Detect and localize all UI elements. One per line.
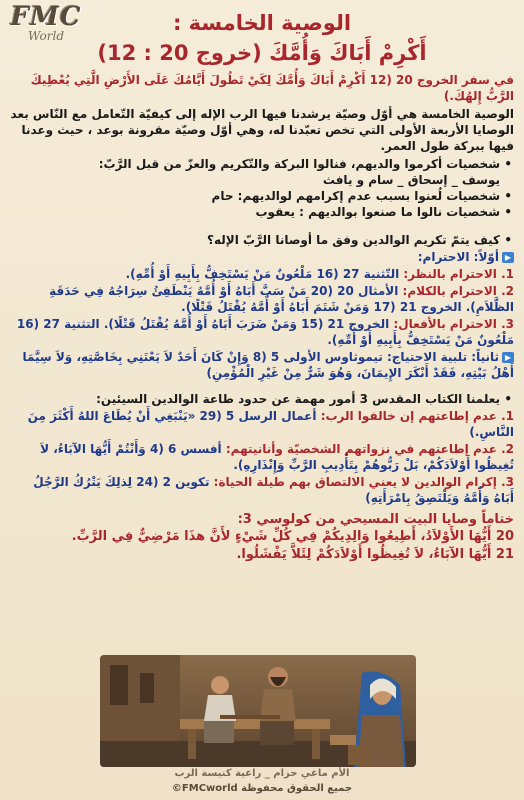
first-heading — [10, 249, 514, 265]
characters-list — [10, 156, 514, 220]
first-heading-text: أوّلاً: الاحترام: — [417, 250, 499, 264]
carpentry-family-illustration — [100, 655, 416, 767]
play-square-icon: ▶ — [502, 252, 514, 263]
respect-item-1 — [10, 266, 514, 282]
item-label: 1. الاحترام بالنظر: — [403, 267, 514, 281]
item-label: 1. عدم إطاعتهم إن خالفوا الرب: — [320, 409, 514, 423]
respect-item-2 — [10, 283, 514, 315]
fmc-world-logo — [6, 4, 86, 46]
page-subtitle: أَكْرِمْ أَبَاكَ وَأُمَّكَ (خروج 20 : 12) — [97, 41, 427, 65]
copyright-notice: جميع الحقوق محفوظة FMCworld© — [171, 783, 353, 794]
item-label: 2. الاحترام بالكلام: — [402, 284, 514, 298]
respect-item-3 — [10, 316, 514, 348]
play-square-icon: ▶ — [502, 352, 514, 363]
intro-verse: في سفر الخروج 20 (12 أَكْرِمْ أَبَاكَ وَأُمَّكَ لِكَيْ تَطُولَ أَيَّامُكَ عَلَى الأَرْضِ الَّتِي يُعْطِيكَ الرَّبُّ إِلهُكَ.) — [30, 73, 514, 103]
item-verse: الأمثال 20 (20 مَنْ سَبَّ أَبَاهُ أَوْ أُمَّهُ يَنْطَفِئُ سِرَاجُهُ فِي حَدَقَةِ الظَّلاَمِ). الخروج 21 (17 وَمَنْ شَتَمَ أَبَاهُ أَوْ أُمَّهُ يُقْتَلُ قَتْلًا). — [49, 284, 514, 314]
question-list — [10, 232, 514, 248]
item-label: 3. إكرام الوالدين لا يعني الالتصاق بهم طيلة الحياة: — [213, 475, 514, 489]
limit-item-1 — [10, 408, 514, 440]
logo-main: FMC — [10, 2, 82, 32]
closing-verse-20: 20 أَيُّهَا الأَوْلاَدُ، أَطِيعُوا وَالِدِيكُمْ فِي كُلِّ شَيْءٍ لأَنَّ هذَا مَرْضِيٌّ فِي الرَّبِّ. — [71, 529, 514, 544]
item-verse: التّثنية 27 (16 مَلْعُونٌ مَنْ يَسْتَخِفُّ بِأَبِيهِ أَوْ أُمِّهِ). — [125, 267, 400, 281]
item-label: 3. الاحترام بالأفعال: — [393, 317, 514, 331]
list-item-names: يوسف _ إسحاق _ سام و يافث — [322, 173, 500, 187]
limit-item-2 — [10, 441, 514, 473]
page-title: الوصية الخامسة : — [172, 11, 352, 35]
closing-verse-21: 21 أَيُّهَا الآبَاءُ، لاَ تُغِيظُوا أَوْلاَدَكُمْ لِئَلاَّ يَفْشَلُوا. — [236, 547, 514, 562]
limits-intro: • يعلمنا الكتاب المقدس 3 أمور مهمة عن حدود طاعة الوالدين السيئين: — [10, 391, 500, 407]
list-item: • شخصيات نالوا ما صنعوا بوالديهم : يعقوب — [10, 204, 500, 220]
limit-item-3 — [10, 474, 514, 506]
closing-heading: ختاماً وصايا البيت المسيحي من كولوسي 3: — [237, 512, 514, 527]
item-verse: الخروج 21 (15 وَمَنْ ضَرَبَ أَبَاهُ أَوْ أُمَّهُ يُقْتَلُ قَتْلًا). التثنية 27 (16 مَلْعُونٌ مَنْ يَسْتَخِفُّ بِأَبِيهِ أَوْ أُمِّهِ). — [16, 317, 514, 347]
item-label: 2. عدم إطاعتهم في نزواتهم الشخصيّة وأنانيتهم: — [225, 442, 514, 456]
item-verse: أفسس 6 (4 وَأَنْتُمْ أَيُّهَا الآبَاءُ، لاَ تُغِيظُوا أَوْلاَدَكُمْ، بَلْ رَبُّوهُمْ بِتَأْدِيبِ الرَّبِّ وَإِنْذَارِهِ). — [40, 442, 514, 472]
item-verse: أعمال الرسل 5 (29 «يَنْبَغِي أَنْ يُطَاعَ اللهُ أَكْثَرَ مِنَ النَّاسِ.) — [27, 409, 514, 439]
body-paragraph: الوصية الخامسة هي أوّل وصيّة يرشدنا فيها الرب الإله إلى كيفيّة التّعامل مع النّاس بعد الوصايا الأربعة الأولى التي تخص تعبّدنا له، وهي أوّل وصيّة مقرونة بوعد ، حيث وعدنا فيها ببركة طول العمر. — [10, 107, 514, 153]
question-heading: • كيف يتمّ تكريم الوالدين وفق ما أوصانا الرَّبّ الإله؟ — [10, 232, 500, 248]
author-credit: الأم ماغي حزام _ راعية كنيسة الرب — [174, 768, 350, 779]
list-item: • شخصيات أكرموا والديهم، فنالوا البركة والتّكريم والعزّ من قبل الرَّبّ: — [10, 156, 500, 172]
list-item: • شخصيات لُعنوا بسبب عدم إكرامهم لوالديهم: حام — [10, 188, 500, 204]
item-verse: تكوين 2 (24 لِذلِكَ يَتْرُكُ الرَّجُلُ أَبَاهُ وَأُمَّهُ وَيَلْتَصِقُ بِامْرَأَتِهِ) — [33, 475, 514, 505]
second-heading — [10, 349, 514, 381]
second-heading-text: ثانياً: تلبية الاحتياج: — [386, 350, 499, 364]
logo-sub: World — [28, 29, 64, 43]
second-verse: تيموثاوس الأولى 5 (8 وَإِنْ كَانَ أَحَدٌ لاَ يَعْتَنِي بِخَاصَّتِهِ، وَلاَ سِيَّمَا أَهْلُ بَيْتِهِ، فَقَدْ أَنْكَرَ الإِيمَانَ، وَهُوَ شَرٌّ مِنْ غَيْرِ الْمُؤْمِنِ) — [22, 350, 514, 380]
limits-list — [10, 391, 514, 407]
